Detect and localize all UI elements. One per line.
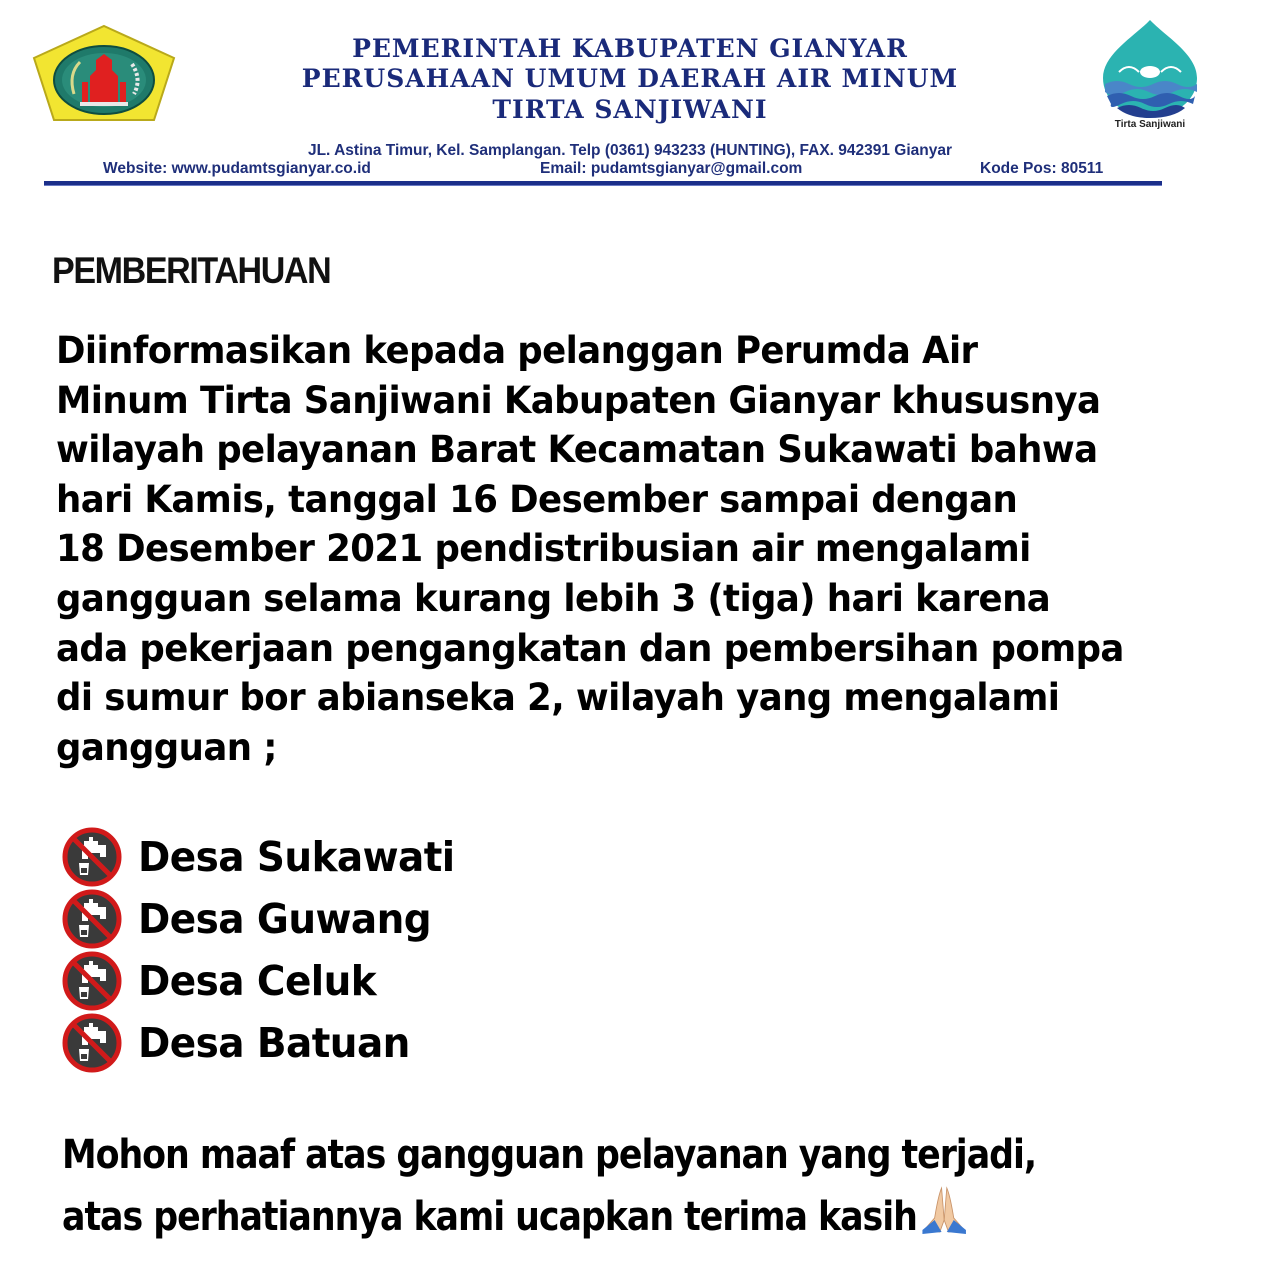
list-item bbox=[62, 888, 471, 950]
village-name: Desa Batuan bbox=[138, 1019, 410, 1067]
kabupaten-gianyar-crest-icon bbox=[30, 24, 178, 124]
government-name: PEMERINTAH KABUPATEN GIANYAR bbox=[352, 34, 908, 63]
address-line: JL. Astina Timur, Kel. Samplangan. Telp (0361) 943233 (HUNTING), FAX. 942391 Gianyar bbox=[307, 142, 953, 159]
closing-line-text: atas perhatiannya kami ucapkan terima kasih bbox=[62, 1194, 917, 1240]
website-text: Website: www.pudamtsgianyar.co.id bbox=[103, 160, 371, 177]
list-item bbox=[62, 1012, 471, 1074]
closing-line: Mohon maaf atas gangguan pelayanan yang terjadi, bbox=[62, 1132, 1037, 1178]
svg-text:Tirta Sanjiwani: Tirta Sanjiwani bbox=[1114, 119, 1186, 130]
affected-villages-list bbox=[62, 826, 471, 1074]
village-name: Desa Celuk bbox=[138, 957, 377, 1005]
village-name: Desa Sukawati bbox=[138, 833, 455, 881]
body-line: 18 Desember 2021 pendistribusian air mengalami bbox=[56, 527, 1031, 571]
non-potable-water-icon bbox=[62, 951, 122, 1011]
body-line: gangguan ; bbox=[56, 725, 277, 769]
body-line: hari Kamis, tanggal 16 Desember sampai dengan bbox=[56, 477, 1018, 521]
list-item bbox=[62, 826, 471, 888]
body-line: wilayah pelayanan Barat Kecamatan Sukawati bahwa bbox=[56, 428, 1098, 472]
non-potable-water-icon bbox=[62, 889, 122, 949]
list-item bbox=[62, 950, 471, 1012]
village-name: Desa Guwang bbox=[138, 895, 432, 943]
postal-code-text: Kode Pos: 80511 bbox=[980, 160, 1104, 177]
closing-message bbox=[62, 1126, 1106, 1246]
body-line: Diinformasikan kepada pelanggan Perumda Air bbox=[56, 329, 978, 372]
body-line: Minum Tirta Sanjiwani Kabupaten Gianyar khususnya bbox=[56, 378, 1101, 422]
company-brand: TIRTA SANJIWANI bbox=[492, 95, 768, 124]
letterhead bbox=[0, 0, 1280, 200]
non-potable-water-icon bbox=[62, 827, 122, 887]
folded-hands-icon bbox=[919, 1184, 969, 1236]
letterhead-heading bbox=[180, 34, 1080, 126]
notice-title: PEMBERITAHUAN bbox=[52, 250, 331, 291]
email-text: Email: pudamtsgianyar@gmail.com bbox=[540, 160, 803, 177]
tirta-sanjiwani-logo-icon bbox=[1085, 14, 1215, 134]
body-line: gangguan selama kurang lebih 3 (tiga) hari karena bbox=[56, 576, 1051, 620]
closing-line bbox=[62, 1184, 1106, 1246]
body-line: di sumur bor abianseka 2, wilayah yang mengalami bbox=[56, 676, 1060, 720]
body-line: ada pekerjaan pengangkatan dan pembersihan pompa bbox=[56, 626, 1124, 670]
non-potable-water-icon bbox=[62, 1013, 122, 1073]
letterhead-divider bbox=[44, 181, 1162, 186]
notice-body bbox=[56, 326, 1218, 772]
company-name: PERUSAHAAN UMUM DAERAH AIR MINUM bbox=[301, 64, 959, 93]
